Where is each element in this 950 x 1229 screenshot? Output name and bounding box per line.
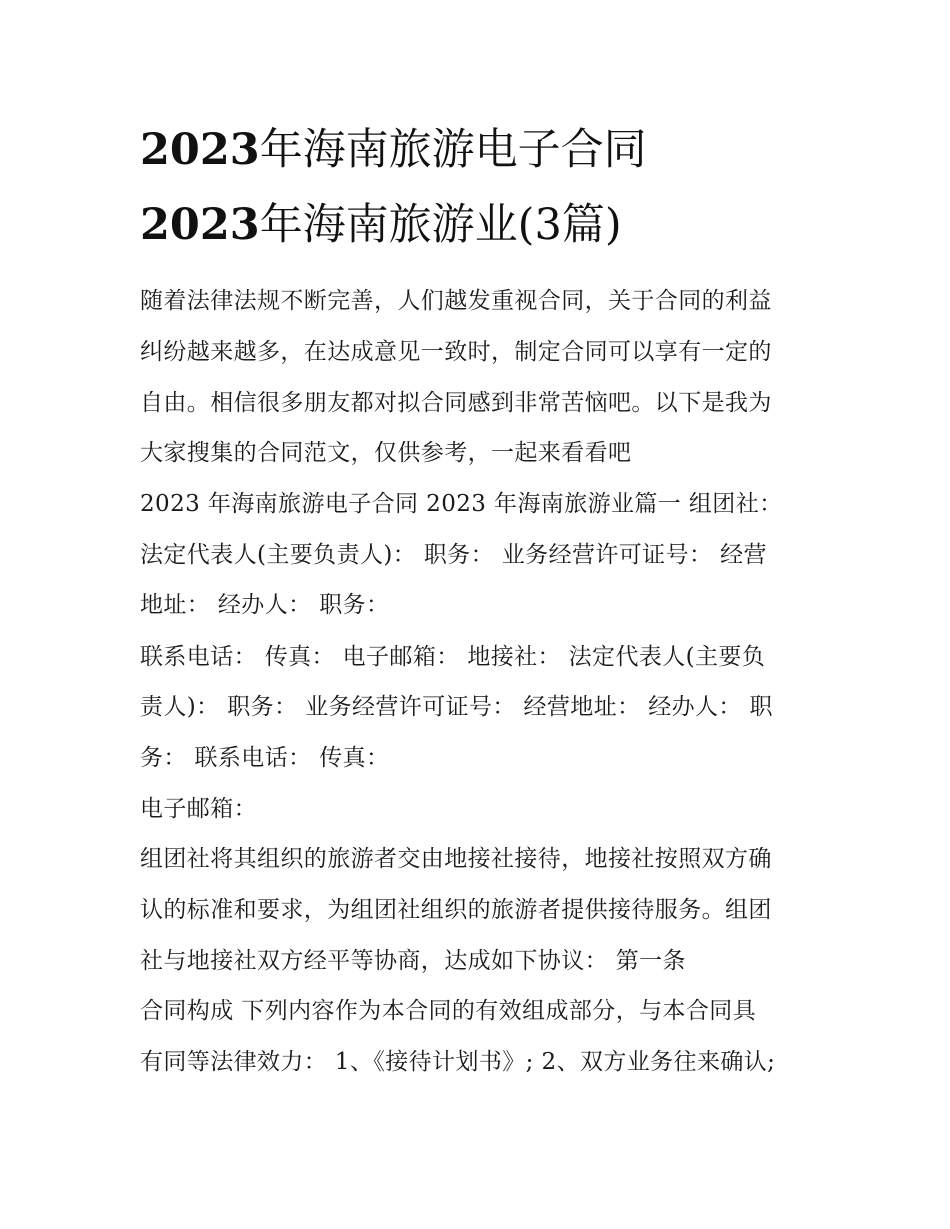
body-line-1: 随着法律法规不断完善，人们越发重视合同，关于合同的利益 [140, 288, 772, 314]
body-line-9: 责人)： 职务： 业务经营许可证号： 经营地址： 经办人： 职 [140, 694, 773, 720]
title-text-2: 年海南旅游业(3篇) [259, 200, 622, 250]
body-line-4: 大家搜集的合同范文，仅供参考，一起来看看吧 [140, 440, 632, 466]
title-year-2: 2023 [140, 200, 260, 250]
body-line-8: 联系电话： 传真： 电子邮箱： 地接社： 法定代表人(主要负 [140, 644, 766, 670]
document-title-line-1 [140, 122, 820, 178]
body-line-14: 社与地接社双方经平等协商，达成如下协议： 第一条 [140, 948, 686, 974]
body-line-12: 组团社将其组织的旅游者交由地接社接待，地接社按照双方确 [140, 846, 772, 872]
body-line-7: 地址： 经办人： 职务： [140, 592, 390, 618]
body-line-6: 法定代表人(主要负责人)： 职务： 业务经营许可证号： 经营 [140, 542, 767, 568]
body-line-13: 认的标准和要求，为组团社组织的旅游者提供接待服务。组团 [140, 897, 772, 923]
title-text-1: 年海南旅游电子合同 [259, 125, 647, 175]
body-line-10: 务： 联系电话： 传真： [140, 745, 390, 771]
body-line-15: 合同构成 下列内容作为本合同的有效组成部分，与本合同具 [140, 998, 757, 1024]
title-year-1: 2023 [140, 125, 260, 175]
body-line-2: 纠纷越来越多，在达成意见一致时，制定合同可以享有一定的 [140, 339, 772, 365]
body-line-3: 自由。相信很多朋友都对拟合同感到非常苦恼吧。以下是我为 [140, 390, 772, 416]
body-line-16: 有同等法律效力： 1、《接待计划书》; 2、双方业务往来确认; [140, 1049, 776, 1075]
body-line-5: 2023 年海南旅游电子合同 2023 年海南旅游业篇一 组团社： [140, 491, 783, 517]
document-title-line-2 [140, 197, 820, 253]
body-line-11: 电子邮箱： [140, 796, 257, 822]
